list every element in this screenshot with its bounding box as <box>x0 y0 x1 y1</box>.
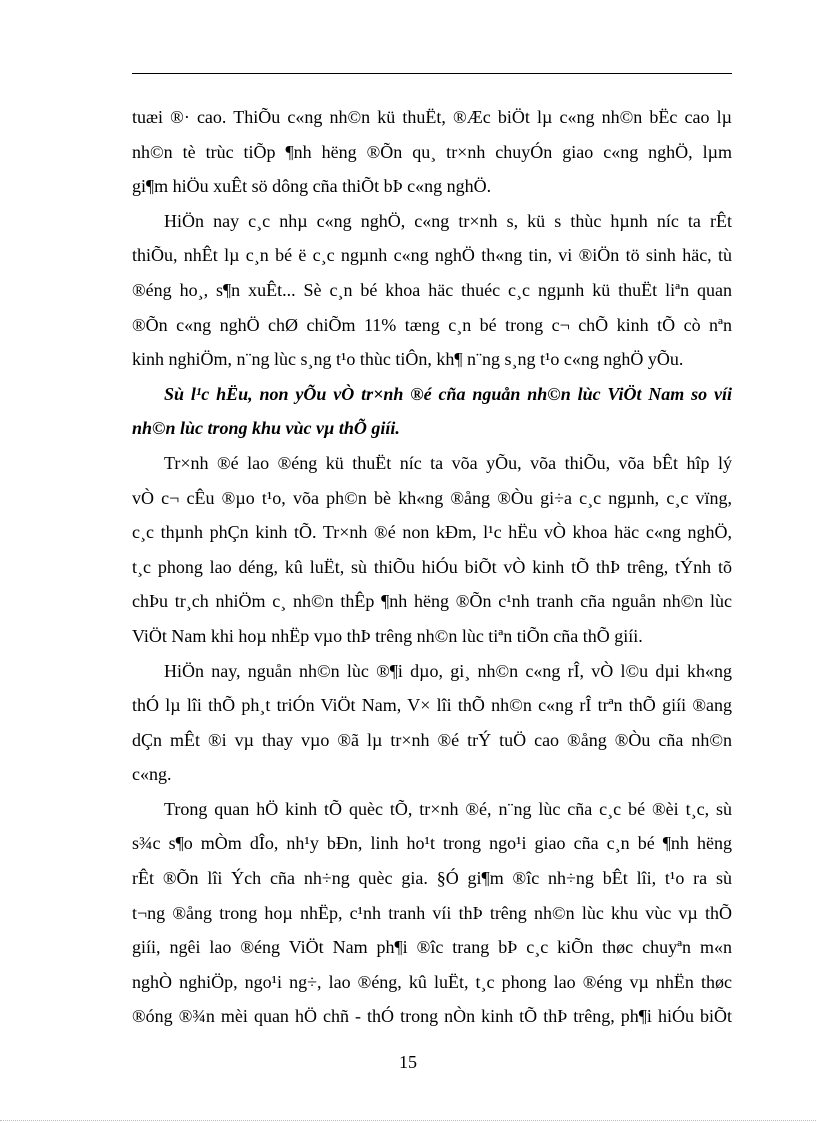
paragraph-3 <box>132 446 732 654</box>
text-line: c«ng. <box>132 764 172 785</box>
paragraph-4 <box>132 654 732 792</box>
text-line: c¸c thµnh phÇn kinh tÕ. Tr×nh ®é non kÐm, l¹c hËu vÒ khoa häc c«ng nghÖ, <box>132 522 732 543</box>
text-line: ®éng ho¸, s¶n xuÊt... Sè c¸n bé khoa häc thuéc c¸c ngµnh kü thuËt liªn quan <box>132 279 732 300</box>
text-line: thiÕu, nhÊt lµ c¸n bé ë c¸c ngµnh c«ng nghÖ th«ng tin, vi ®iÖn tö sinh häc, tù <box>132 245 732 266</box>
text-line: dÇn mÊt ®i vµ thay vµo ®ã lµ tr×nh ®é trÝ tuÖ cao ®ång ®Òu cña nh©n <box>132 729 732 750</box>
text-line: nh©n tè trùc tiÕp ¶nh hëng ®Õn qu¸ tr×nh chuyÓn giao c«ng nghÖ, lµm <box>132 141 732 162</box>
text-line: giíi, ngêi lao ®éng ViÖt Nam ph¶i ®îc trang bÞ c¸c kiÕn thøc chuyªn m«n <box>132 937 732 958</box>
text-line: Trong quan hÖ kinh tÕ quèc tÕ, tr×nh ®é, n¨ng lùc cña c¸c bé ®èi t¸c, sù <box>164 798 732 819</box>
text-line: t¸c phong lao déng, kû luËt, sù thiÕu hiÓu biÕt vÒ kinh tÕ thÞ trêng, tÝnh tõ <box>132 556 732 577</box>
text-line: ViÖt Nam khi hoµ nhËp vµo thÞ trêng nh©n lùc tiªn tiÕn cña thÕ giíi. <box>132 625 643 646</box>
heading-line: nh©n lùc trong khu vùc vµ thÕ giíi. <box>132 418 400 439</box>
page-number: 15 <box>399 1052 417 1072</box>
text-line: chÞu tr¸ch nhiÖm c¸ nh©n thÊp ¶nh hëng ®Õn c¹nh tranh cña nguån nh©n lùc <box>132 591 732 612</box>
heading-line: Sù l¹c hËu, non yÕu vÒ tr×nh ®é cña nguån nh©n lùc ViÖt Nam so víi <box>164 383 732 404</box>
document-body <box>132 100 732 1034</box>
text-line: rÊt ®Õn lîi Ých cña nh÷ng quèc gia. §Ó gi¶m ®îc nh÷ng bÊt lîi, t¹o ra sù <box>132 868 732 889</box>
text-line: gi¶m hiÖu xuÊt sö dông cña thiÕt bÞ c«ng nghÖ. <box>132 176 492 197</box>
text-line: HiÖn nay c¸c nhµ c«ng nghÖ, c«ng tr×nh s, kü s thùc hµnh níc ta rÊt <box>164 210 732 231</box>
paragraph-5 <box>132 792 732 1034</box>
text-line: t¬ng ®ång trong hoµ nhËp, c¹nh tranh víi thÞ trêng nh©n lùc khu vùc vµ thÕ <box>132 902 732 923</box>
paragraph-2 <box>132 204 732 377</box>
bottom-dotted-border <box>0 1120 816 1121</box>
paragraph-1 <box>132 100 732 204</box>
text-line: HiÖn nay, nguån nh©n lùc ®¶i dµo, gi¸ nh©n c«ng rÎ, vÒ l©u dµi kh«ng <box>164 660 732 681</box>
text-line: vÒ c¬ cÊu ®µo t¹o, võa ph©n bè kh«ng ®ång ®Òu gi÷a c¸c ngµnh, c¸c vïng, <box>132 487 732 508</box>
section-heading <box>132 377 732 446</box>
text-line: ®Õn c«ng nghÖ chØ chiÕm 11% tæng c¸n bé trong c¬ chÕ kinh tÕ cò nªn <box>132 314 732 335</box>
text-line: s¾c s¶o mÒm dÎo, nh¹y bÐn, linh ho¹t trong ngo¹i giao cña c¸n bé ¶nh hëng <box>132 833 732 854</box>
text-line: thÓ lµ lîi thÕ ph¸t triÓn ViÖt Nam, V× lîi thÕ nh©n c«ng rÎ trªn thÕ giíi ®ang <box>132 695 732 716</box>
header-rule <box>132 73 732 74</box>
text-line: tuæi ®· cao. ThiÕu c«ng nh©n kü thuËt, ®Æc biÖt lµ c«ng nh©n bËc cao lµ <box>132 107 732 127</box>
text-line: Tr×nh ®é lao ®éng kü thuËt níc ta võa yÕu, võa thiÕu, võa bÊt hîp lý <box>164 452 732 473</box>
text-line: ®óng ®¾n mèi quan hÖ chñ - thÓ trong nÒn kinh tÕ thÞ trêng, ph¶i hiÓu biÕt <box>132 1006 732 1027</box>
text-line: kinh nghiÖm, n¨ng lùc s¸ng t¹o thùc tiÔn, kh¶ n¨ng s¸ng t¹o c«ng nghÖ yÕu. <box>132 349 684 370</box>
text-line: nghÒ nghiÖp, ngo¹i ng÷, lao ®éng, kû luËt, t¸c phong lao ®éng vµ nhËn thøc <box>132 971 732 992</box>
